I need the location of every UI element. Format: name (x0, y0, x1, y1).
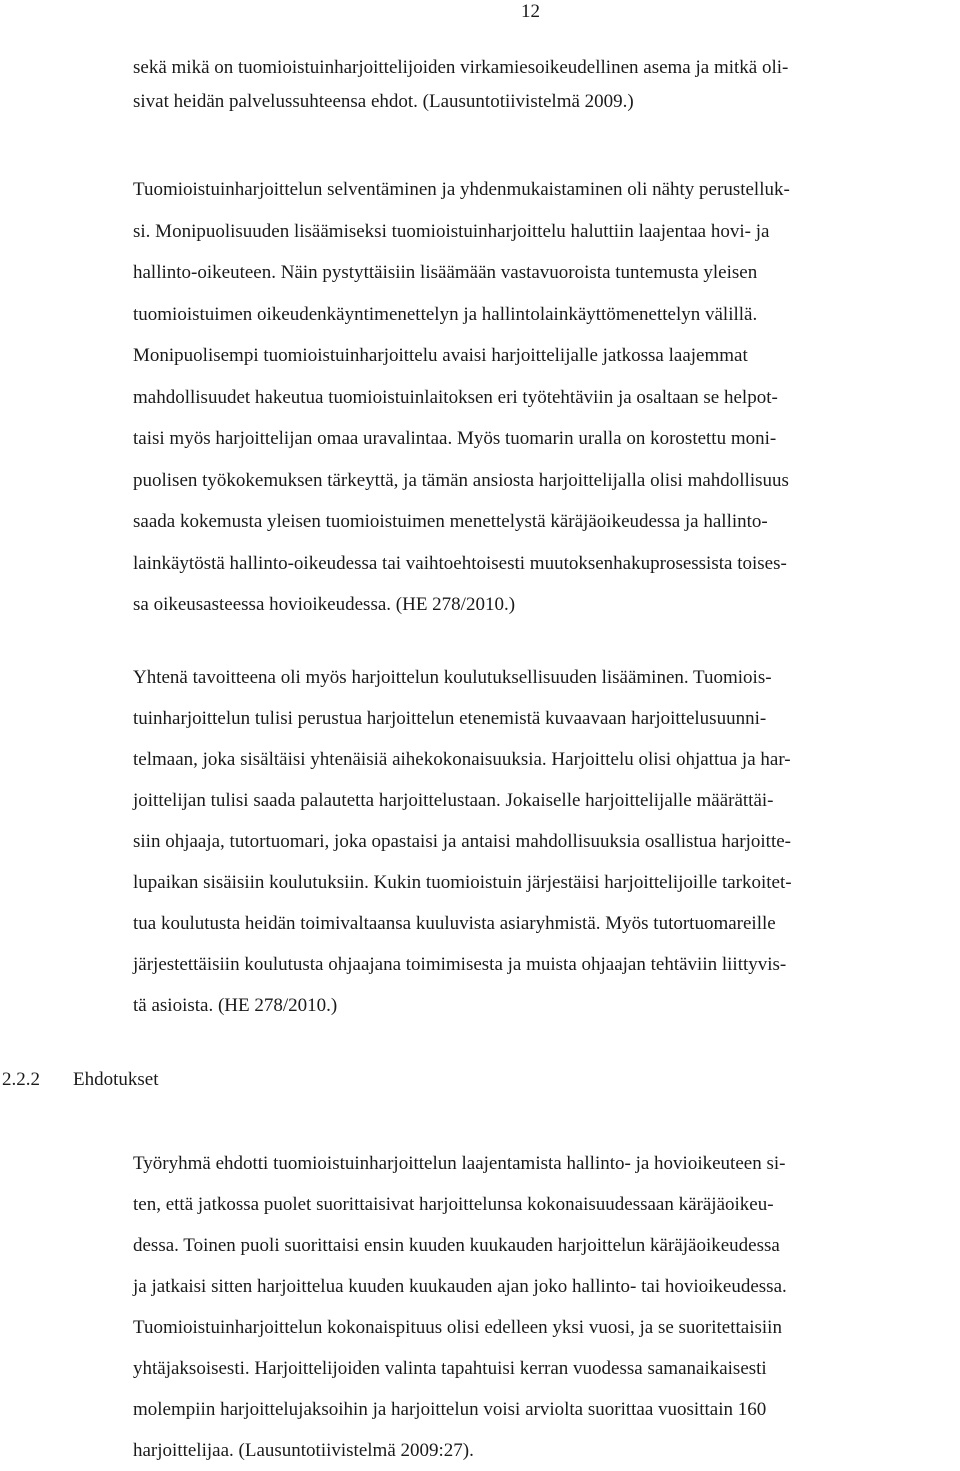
text-line: Työryhmä ehdotti tuomioistuinharjoittelun laajentamista hallinto- ja hovioikeuteen si- (133, 1153, 786, 1174)
text-line: saada kokemusta yleisen tuomioistuimen menettelystä käräjäoikeudessa ja hallinto- (133, 511, 768, 532)
text-line: hallinto-oikeuteen. Näin pystyttäisiin lisäämään vastavuoroista tuntemusta yleisen (133, 262, 758, 283)
text-line: dessa. Toinen puoli suorittaisi ensin kuuden kuukauden harjoittelun käräjäoikeudessa (133, 1235, 780, 1256)
section-heading (2, 1067, 159, 1093)
paragraph-4 (133, 1143, 955, 1471)
text-line: molempiin harjoittelujaksoihin ja harjoittelun voisi arviolta suorittaa vuosittain 160 (133, 1399, 767, 1420)
text-line: yhtäjaksoisesti. Harjoittelijoiden valinta tapahtuisi kerran vuodessa samanaikaisesti (133, 1358, 767, 1379)
text-line: mahdollisuudet hakeutua tuomioistuinlaitoksen eri työtehtäviin ja osaltaan se helpot- (133, 386, 778, 408)
text-line: sekä mikä on tuomioistuinharjoittelijoiden virkamiesoikeudellinen asema ja mitkä oli- (133, 57, 789, 78)
text-line: tuinharjoittelun tulisi perustua harjoittelun etenemistä kuvaavaan harjoittelusuunni- (133, 708, 767, 729)
text-line: ja jatkaisi sitten harjoittelua kuuden kuukauden ajan joko hallinto- tai hovioikeudessa. (133, 1276, 787, 1297)
text-line: tuomioistuimen oikeudenkäyntimenettelyn ja hallintolainkäyttömenettelyn välillä. (133, 303, 758, 325)
text-line: tua koulutusta heidän toimivaltaansa kuuluvista asiaryhmistä. Myös tutortuomareille (133, 913, 776, 934)
section-title: Ehdotukset (73, 1069, 159, 1090)
text-line: Yhtenä tavoitteena oli myös harjoittelun koulutuksellisuuden lisääminen. Tuomiois- (133, 667, 772, 688)
section-number: 2.2.2 (2, 1069, 40, 1090)
text-line: lupaikan sisäisiin koulutuksiin. Kukin tuomioistuin järjestäisi harjoittelijoille tarkoitet- (133, 872, 792, 893)
text-line: harjoittelijaa. (Lausuntotiivistelmä 2009:27). (133, 1440, 474, 1461)
text-line: si. Monipuolisuuden lisäämiseksi tuomioistuinharjoittelu haluttiin laajentaa hovi- ja (133, 220, 770, 242)
text-line: ten, että jatkossa puolet suorittaisivat harjoittelunsa kokonaisuudessaan käräjäoikeu- (133, 1194, 774, 1215)
text-line: Tuomioistuinharjoittelun kokonaispituus olisi edelleen yksi vuosi, ja se suoritettaisiin (133, 1317, 782, 1338)
paragraph-1 (133, 51, 955, 119)
text-line: Tuomioistuinharjoittelun selventäminen ja yhdenmukaistaminen oli nähty perustelluk- (133, 179, 790, 200)
text-line: sa oikeusasteessa hovioikeudessa. (HE 278/2010.) (133, 594, 516, 615)
page-number: 12 (521, 1, 540, 22)
text-line: lainkäytöstä hallinto-oikeudessa tai vaihtoehtoisesti muutoksenhakuprosessista toises- (133, 552, 787, 574)
text-line: järjestettäisiin koulutusta ohjaajana toimimisesta ja muista ohjaajan tehtäviin liittyvis- (133, 954, 787, 975)
paragraph-2 (133, 169, 955, 626)
text-line: taisi myös harjoittelijan omaa uravalintaa. Myös tuomarin uralla on korostettu moni- (133, 428, 777, 449)
text-line: Monipuolisempi tuomioistuinharjoittelu avaisi harjoittelijalle jatkossa laajemmat (133, 345, 748, 366)
paragraph-3 (133, 657, 955, 1026)
text-line: telmaan, joka sisältäisi yhtenäisiä aihekokonaisuuksia. Harjoittelu olisi ohjattua ja har- (133, 749, 791, 770)
text-line: siin ohjaaja, tutortuomari, joka opastaisi ja antaisi mahdollisuuksia osallistua harjoitte- (133, 831, 792, 852)
text-line: puolisen työkokemuksen tärkeyttä, ja tämän ansiosta harjoittelijalla olisi mahdollisuus (133, 469, 789, 491)
text-line: joittelijan tulisi saada palautetta harjoittelustaan. Jokaiselle harjoittelijalle määrättäi- (133, 790, 774, 811)
text-line: sivat heidän palvelussuhteensa ehdot. (Lausuntotiivistelmä 2009.) (133, 91, 634, 112)
text-line: tä asioista. (HE 278/2010.) (133, 995, 338, 1016)
